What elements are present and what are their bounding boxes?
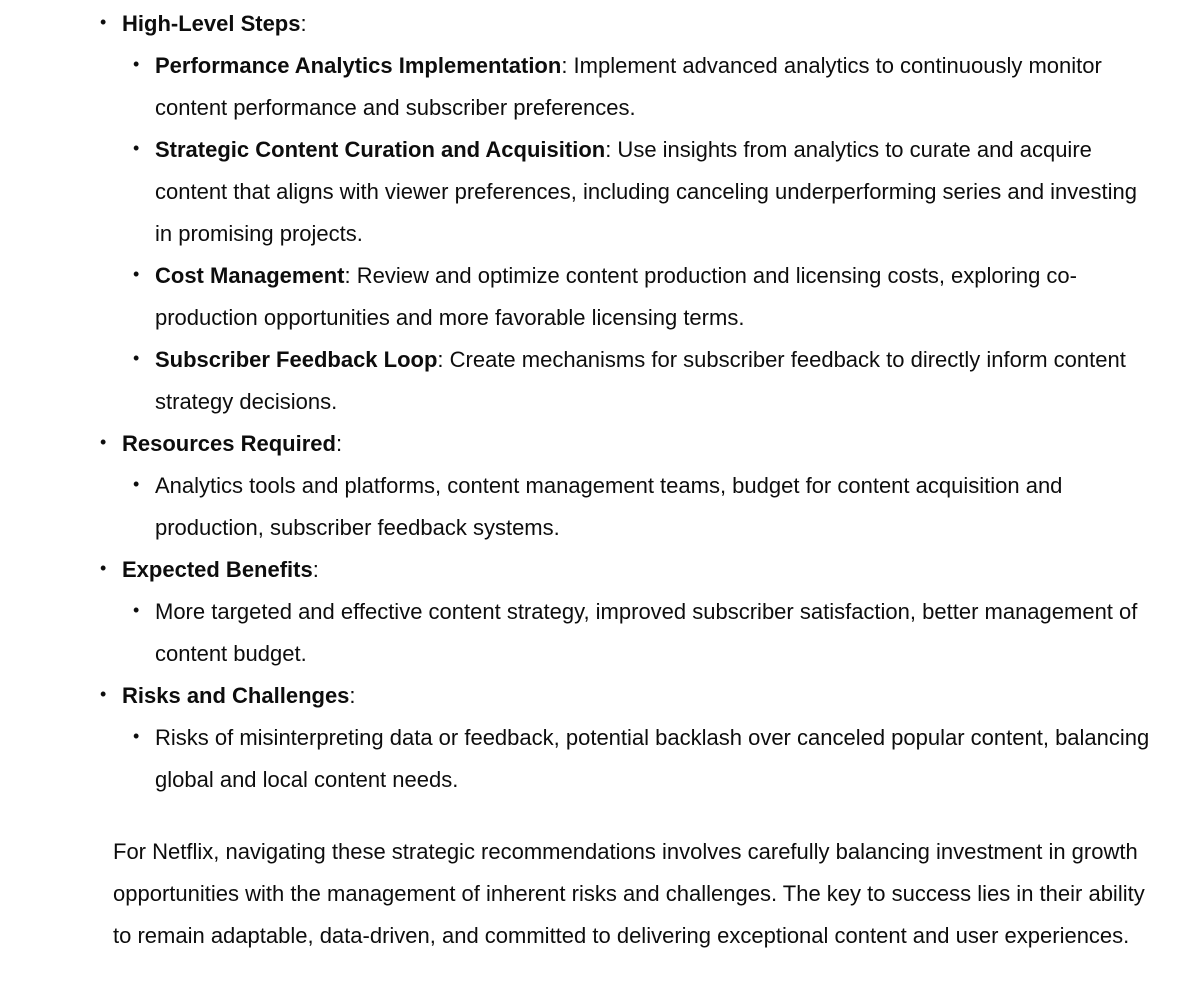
- item-title: Cost Management: [155, 263, 345, 288]
- item-text: : Create mechanisms for subscriber feedback to directly inform content strategy decisions.: [155, 347, 1126, 414]
- item-text: : Review and optimize content production and licensing costs, exploring co-production opportunities and more favorable licensing terms.: [155, 263, 1077, 330]
- bullet-icon: •: [100, 684, 107, 704]
- section-title: Risks and Challenges: [122, 683, 350, 708]
- list-item: [0, 591, 1180, 675]
- bullet-icon: •: [133, 474, 140, 494]
- bullet-icon: •: [100, 12, 107, 32]
- section-title: Expected Benefits: [122, 557, 313, 582]
- sub-list: [122, 45, 1180, 423]
- bullet-icon: •: [133, 600, 140, 620]
- colon: :: [335, 431, 343, 456]
- item-text: : Implement advanced analytics to continuously monitor content performance and subscriber preferences.: [155, 53, 1102, 120]
- list-item: [0, 255, 1180, 339]
- item-title: Strategic Content Curation and Acquisition: [155, 137, 606, 162]
- list-item: [0, 465, 1180, 549]
- bullet-icon: •: [133, 138, 140, 158]
- section-item: [0, 549, 1180, 675]
- list-item: [0, 339, 1180, 423]
- section-title: High-Level Steps: [122, 11, 301, 36]
- bullet-icon: •: [133, 348, 140, 368]
- item-text: Analytics tools and platforms, content management teams, budget for content acquisition and production, subscriber feedback systems.: [155, 473, 1063, 540]
- item-text: : Use insights from analytics to curate and acquire content that aligns with viewer preferences, including canceling underperforming series and investing in promising projects.: [155, 137, 1137, 246]
- sub-list: [122, 465, 1180, 549]
- list-item: [0, 129, 1180, 255]
- section-title: Resources Required: [122, 431, 336, 456]
- section-item: [0, 423, 1180, 549]
- colon: :: [349, 683, 356, 708]
- list-item: [0, 717, 1180, 801]
- bullet-icon: •: [133, 264, 140, 284]
- section-item: [0, 675, 1180, 801]
- bullet-icon: •: [133, 726, 140, 746]
- conclusion-paragraph: For Netflix, navigating these strategic recommendations involves carefully balancing investment in growth opportunities with the management of inherent risks and challenges. The key to success lies in their ability to remain adaptable, data-driven, and committed to delivering exceptional content and user experiences.: [113, 839, 1145, 948]
- colon: :: [300, 11, 307, 36]
- item-text: More targeted and effective content strategy, improved subscriber satisfaction, better management of content budget.: [155, 599, 1138, 666]
- bullet-icon: •: [100, 558, 107, 578]
- sub-list: [122, 717, 1180, 801]
- sub-list: [122, 591, 1180, 675]
- item-title: Performance Analytics Implementation: [155, 53, 562, 78]
- section-item: [0, 3, 1180, 423]
- list-item: [0, 45, 1180, 129]
- bullet-icon: •: [100, 432, 107, 452]
- bullet-icon: •: [133, 54, 140, 74]
- item-title: Subscriber Feedback Loop: [155, 347, 438, 372]
- item-text: Risks of misinterpreting data or feedback, potential backlash over canceled popular content, balancing global and local content needs.: [155, 725, 1150, 792]
- colon: :: [312, 557, 319, 582]
